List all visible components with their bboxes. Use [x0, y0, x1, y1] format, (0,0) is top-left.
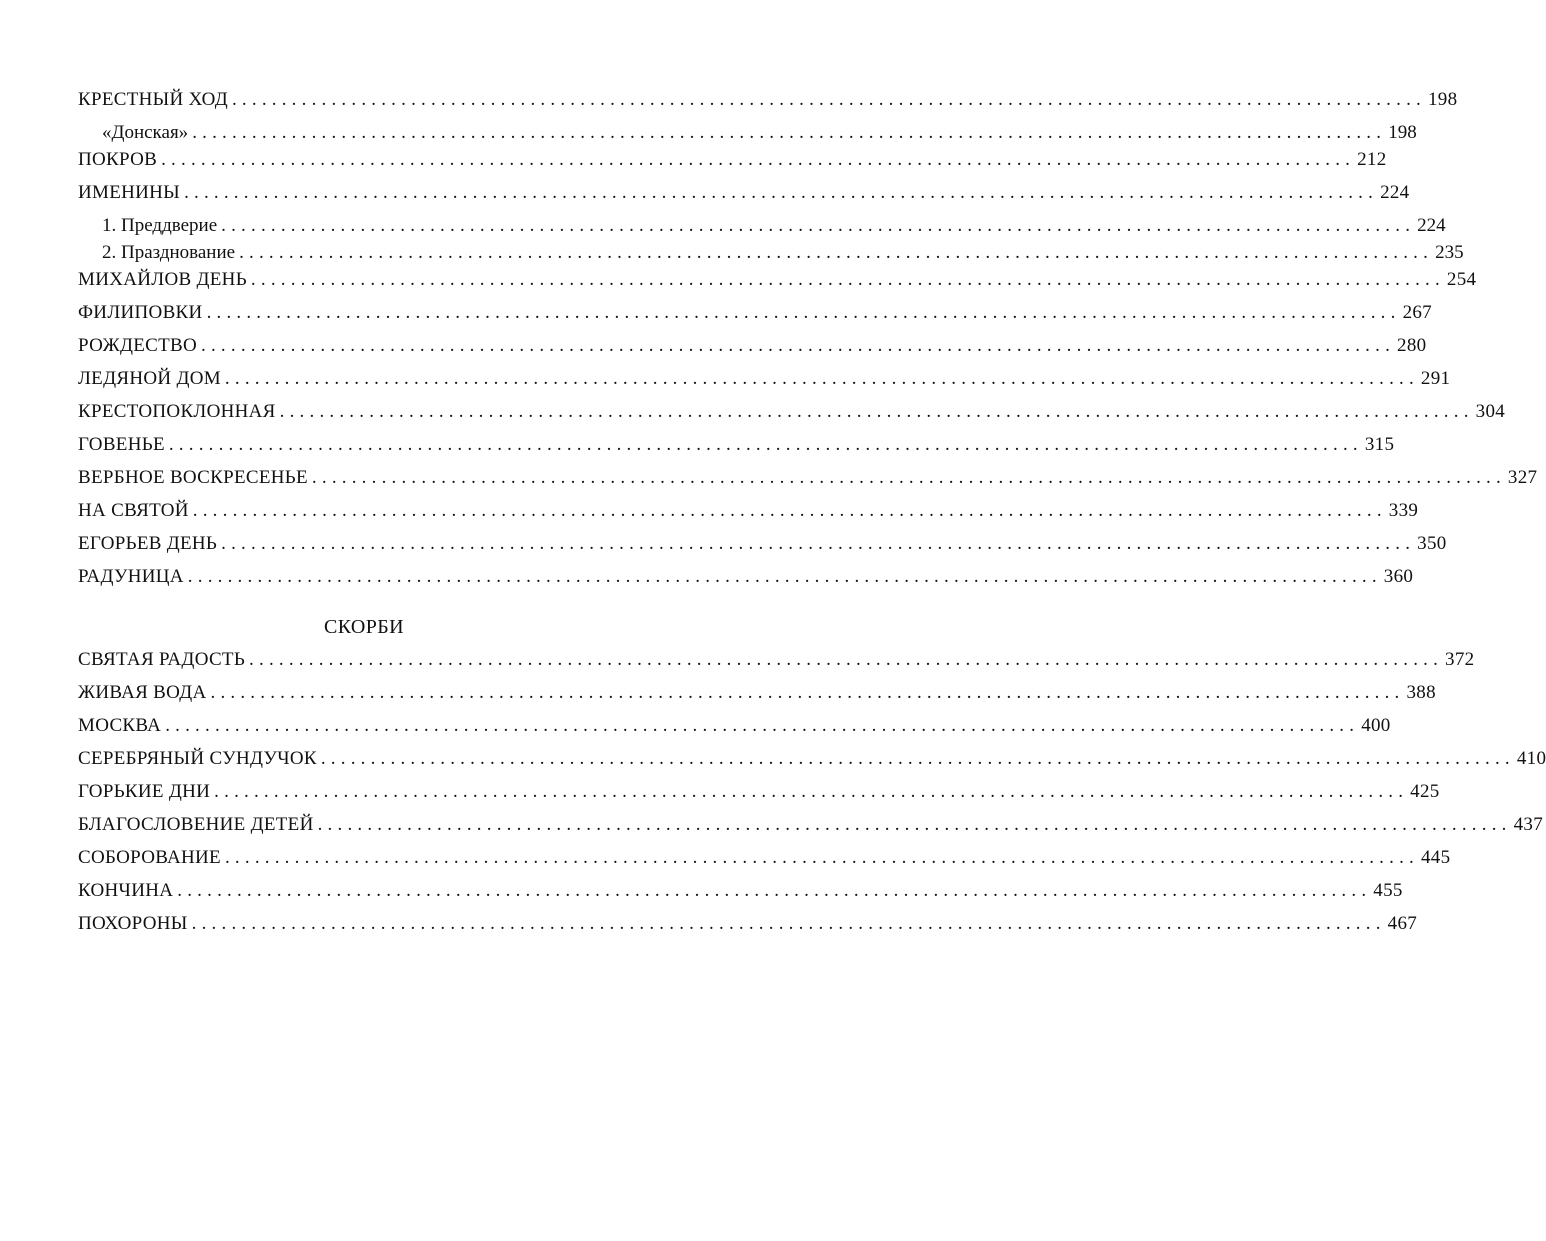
toc-entry-page: 198 [1388, 122, 1417, 143]
dot-leader: ........................................................................................................................ [201, 335, 1396, 356]
dot-leader: ........................................................................................................................ [191, 913, 1386, 934]
dot-leader: ........................................................................................................................ [161, 149, 1356, 170]
toc-entry-title: 1. Преддверие [102, 215, 218, 236]
toc-entry [78, 179, 1410, 212]
toc-entry-page: 339 [1388, 500, 1419, 521]
toc-entry [78, 679, 1436, 712]
toc-entry-title: 2. Празднование [102, 242, 236, 263]
toc-entry-page: 254 [1446, 269, 1477, 290]
toc-entry-title: ЕГОРЬЕВ ДЕНЬ [78, 533, 218, 554]
dot-leader: ........................................................................................................................ [210, 682, 1405, 703]
toc-entry-title: КРЕСТОПОКЛОННАЯ [78, 401, 276, 422]
toc-entry [78, 86, 1458, 119]
toc-entry-title: РОЖДЕСТВО [78, 335, 198, 356]
toc-entry-title: НА СВЯТОЙ [78, 500, 189, 521]
dot-leader: ........................................................................................................................ [239, 242, 1434, 263]
toc-entry [78, 910, 1418, 943]
toc-entry-title: ВЕРБНОЕ ВОСКРЕСЕНЬЕ [78, 467, 308, 488]
toc-entry [78, 212, 1446, 239]
toc-entry-page: 304 [1475, 401, 1506, 422]
toc-entry [78, 119, 1417, 146]
toc-entry-page: 198 [1427, 89, 1458, 110]
toc-entry-page: 224 [1380, 182, 1410, 203]
toc-entry [78, 877, 1403, 910]
dot-leader: ........................................................................................................................ [187, 566, 1382, 587]
dot-leader: ........................................................................................................................ [317, 814, 1512, 835]
toc-entry [78, 811, 1543, 844]
toc-entry-page: 267 [1402, 302, 1432, 323]
toc-entry-page: 224 [1417, 215, 1446, 236]
toc-entry-page: 372 [1445, 649, 1475, 670]
toc-entry-title: БЛАГОСЛОВЕНИЕ ДЕТЕЙ [78, 814, 314, 835]
toc-entry-page: 291 [1420, 368, 1451, 389]
toc-part-1 [78, 86, 1538, 596]
toc-entry [78, 497, 1419, 530]
toc-entry [78, 844, 1451, 877]
toc-entry-title: МОСКВА [78, 715, 162, 736]
table-of-contents [78, 86, 1546, 943]
toc-entry-page: 455 [1373, 880, 1403, 901]
toc-entry [78, 146, 1387, 179]
toc-entry-page: 327 [1507, 467, 1538, 488]
toc-entry-page: 350 [1417, 533, 1447, 554]
toc-entry-page: 410 [1516, 748, 1546, 769]
toc-entry-page: 235 [1435, 242, 1464, 263]
toc-entry-title: СЕРЕБРЯНЫЙ СУНДУЧОК [78, 748, 317, 769]
toc-entry-page: 425 [1410, 781, 1440, 802]
toc-entry-title: ПОХОРОНЫ [78, 913, 188, 934]
toc-entry-page: 212 [1357, 149, 1387, 170]
toc-part-2 [78, 646, 1546, 943]
dot-leader: ........................................................................................................................ [206, 302, 1401, 323]
toc-entry [78, 239, 1464, 266]
toc-entry [78, 464, 1538, 497]
dot-leader: ........................................................................................................................ [221, 215, 1416, 236]
toc-entry [78, 398, 1506, 431]
toc-entry [78, 563, 1414, 596]
toc-entry-title: СВЯТАЯ РАДОСТЬ [78, 649, 246, 670]
toc-entry-title: ГОРЬКИЕ ДНИ [78, 781, 211, 802]
toc-entry [78, 365, 1451, 398]
toc-entry-page: 400 [1361, 715, 1391, 736]
dot-leader: ........................................................................................................................ [168, 434, 1363, 455]
dot-leader: ........................................................................................................................ [279, 401, 1474, 422]
toc-entry-page: 467 [1387, 913, 1418, 934]
toc-entry-page: 445 [1420, 847, 1451, 868]
toc-entry-title: МИХАЙЛОВ ДЕНЬ [78, 269, 247, 290]
toc-entry-title: РАДУНИЦА [78, 566, 184, 587]
toc-entry [78, 778, 1440, 811]
dot-leader: ........................................................................................................................ [192, 500, 1387, 521]
toc-entry-page: 437 [1513, 814, 1543, 835]
toc-entry [78, 431, 1395, 464]
toc-entry [78, 646, 1475, 679]
toc-entry [78, 332, 1427, 365]
dot-leader: ........................................................................................................................ [177, 880, 1372, 901]
toc-entry-page: 388 [1406, 682, 1436, 703]
toc-entry-title: ФИЛИПОВКИ [78, 302, 203, 323]
toc-entry-title: КРЕСТНЫЙ ХОД [78, 89, 228, 110]
toc-entry-title: ИМЕНИНЫ [78, 182, 181, 203]
dot-leader: ........................................................................................................................ [231, 89, 1426, 110]
toc-entry-title: КОНЧИНА [78, 880, 174, 901]
dot-leader: ........................................................................................................................ [214, 781, 1409, 802]
dot-leader: ........................................................................................................................ [192, 122, 1387, 143]
section-heading: СКОРБИ [323, 616, 405, 638]
dot-leader: ........................................................................................................................ [165, 715, 1360, 736]
toc-entry [78, 266, 1477, 299]
toc-entry [78, 530, 1447, 563]
dot-leader: ........................................................................................................................ [320, 748, 1515, 769]
dot-leader: ........................................................................................................................ [250, 269, 1445, 290]
toc-entry [78, 712, 1391, 745]
toc-entry [78, 299, 1432, 332]
dot-leader: ........................................................................................................................ [249, 649, 1444, 670]
toc-entry-page: 280 [1397, 335, 1427, 356]
toc-entry [78, 745, 1546, 778]
dot-leader: ........................................................................................................................ [184, 182, 1379, 203]
dot-leader: ........................................................................................................................ [224, 847, 1419, 868]
toc-entry-title: СОБОРОВАНИЕ [78, 847, 221, 868]
dot-leader: ........................................................................................................................ [311, 467, 1506, 488]
toc-entry-title: ПОКРОВ [78, 149, 158, 170]
dot-leader: ........................................................................................................................ [221, 533, 1416, 554]
dot-leader: ........................................................................................................................ [224, 368, 1419, 389]
toc-entry-title: «Донская» [102, 122, 189, 143]
toc-entry-title: ЖИВАЯ ВОДА [78, 682, 207, 703]
toc-entry-page: 360 [1383, 566, 1414, 587]
toc-entry-title: ГОВЕНЬЕ [78, 434, 165, 455]
toc-entry-title: ЛЕДЯНОЙ ДОМ [78, 368, 221, 389]
toc-entry-page: 315 [1364, 434, 1395, 455]
